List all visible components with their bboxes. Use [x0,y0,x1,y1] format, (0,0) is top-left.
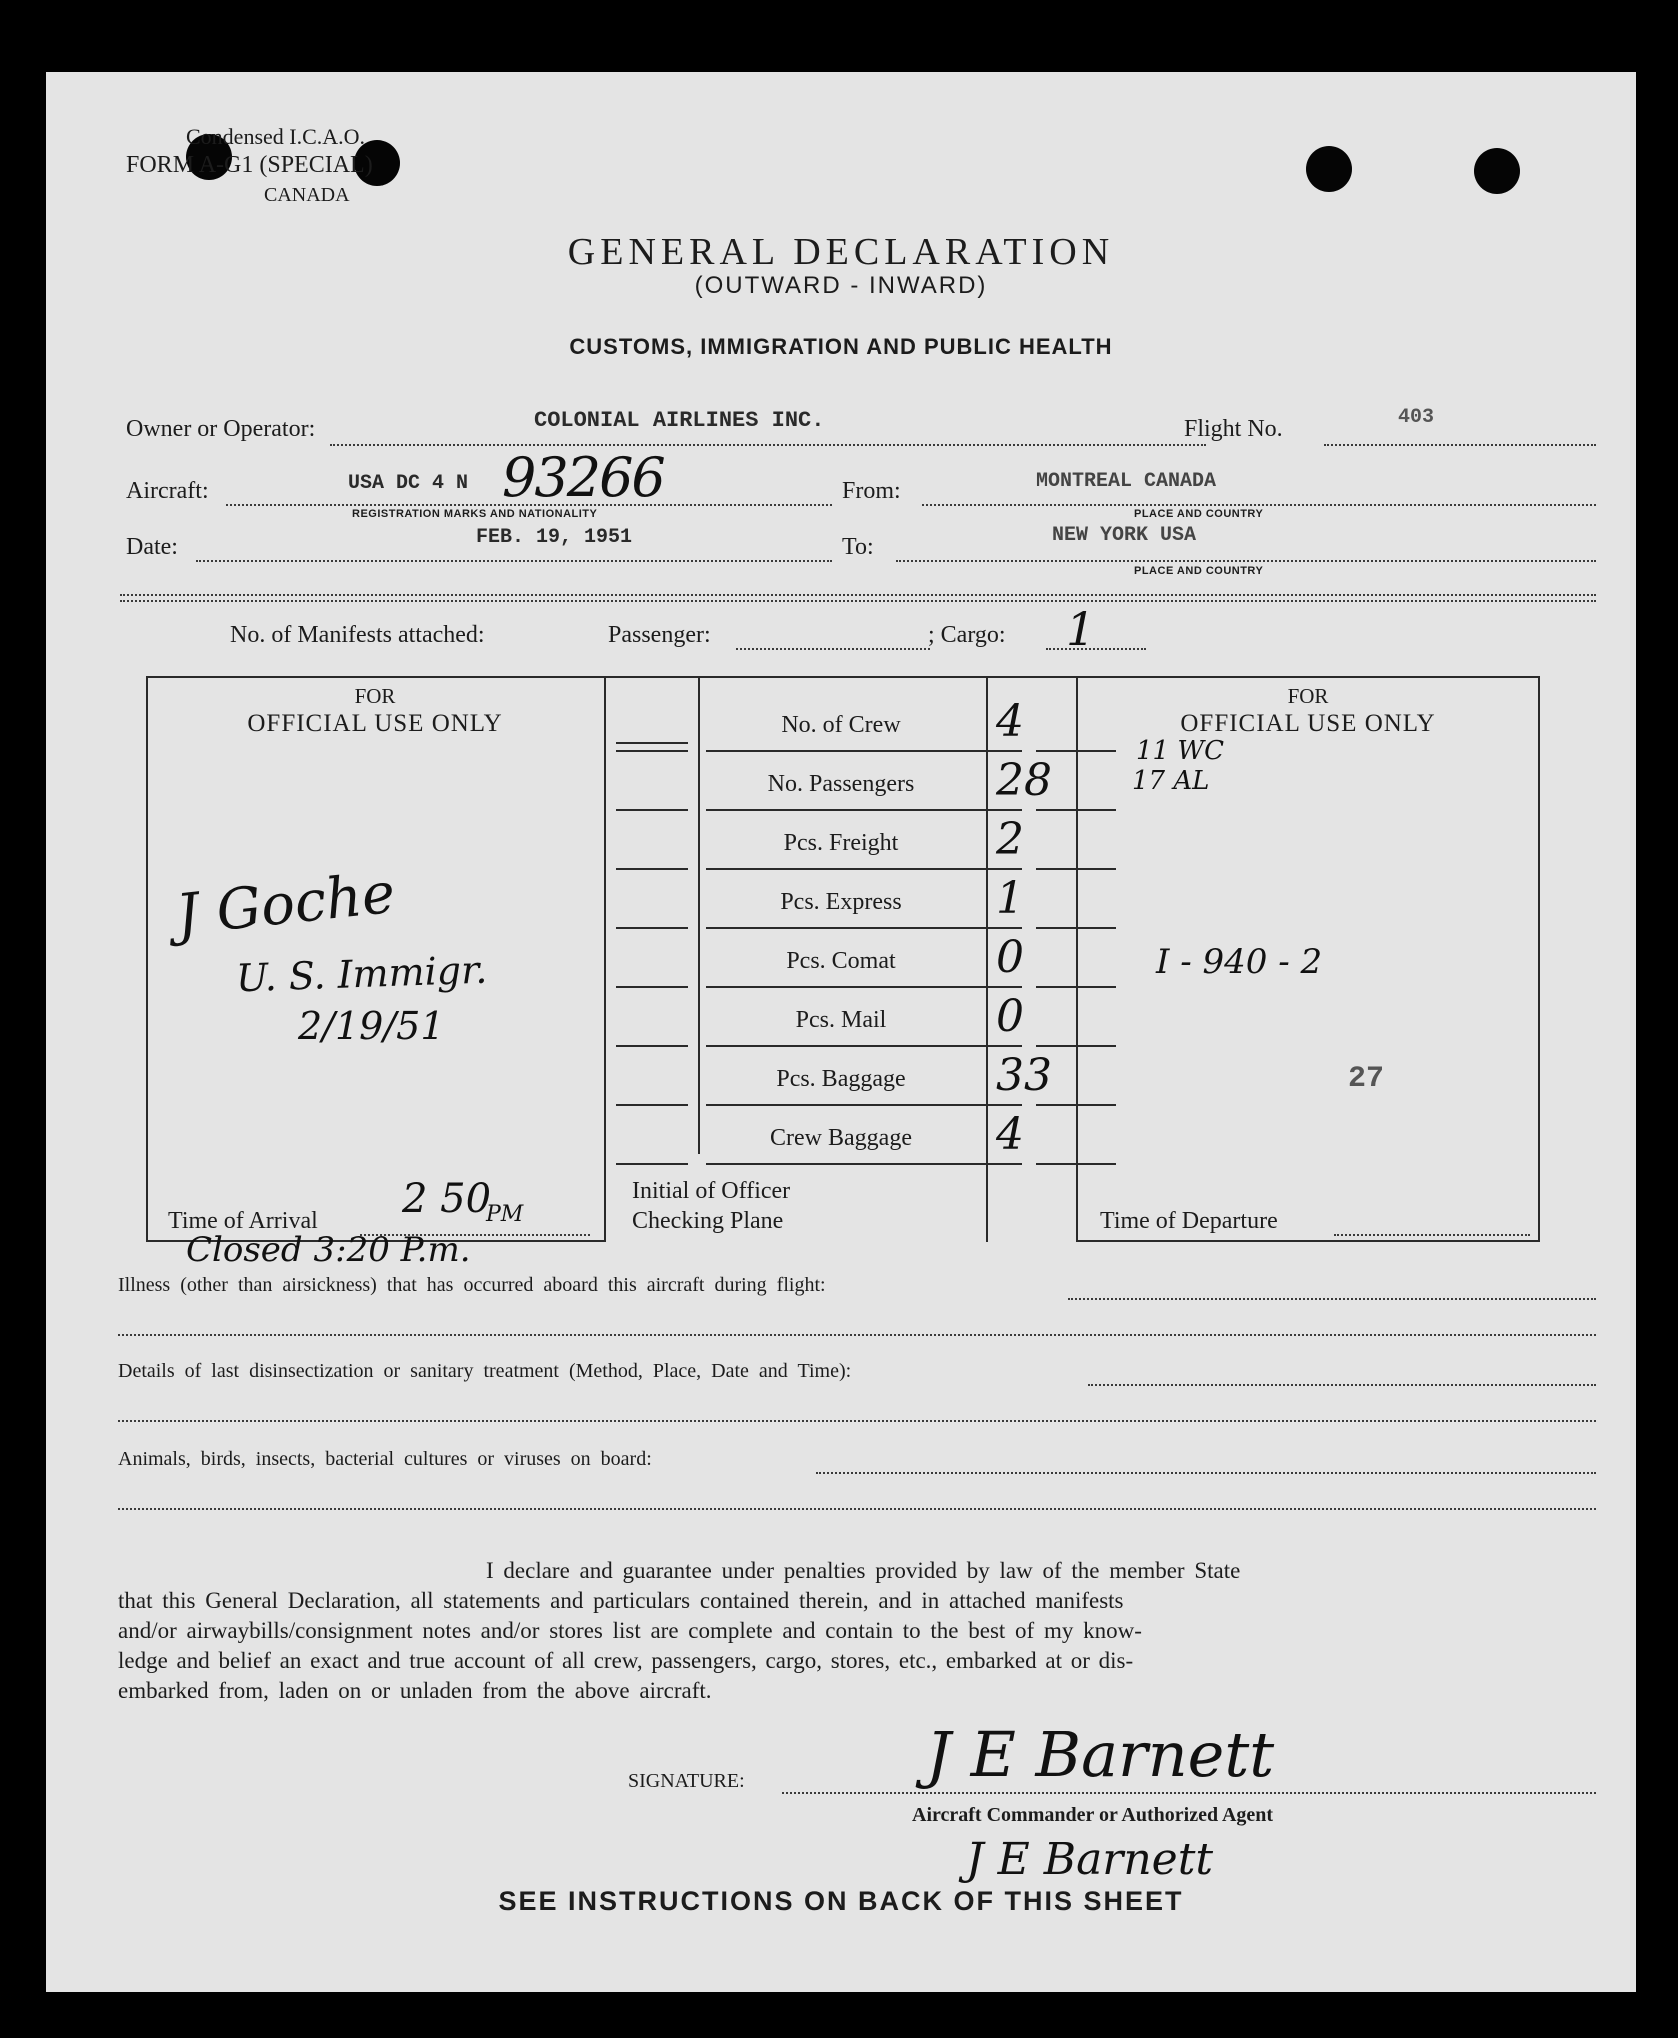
flight-label: Flight No. [1184,416,1283,442]
row-label: No. Passengers [767,771,915,797]
signature-handwritten: J E Barnett [926,1718,1275,1791]
row-value-line [1036,927,1116,929]
page-title: GENERAL DECLARATION [567,231,1115,273]
row-value-line [1036,809,1116,811]
declaration-line3: and/or airwaybills/consignment notes and/or stores list are complete and contain to the best of my know- [118,1618,1142,1643]
to-place-caption: PLACE AND COUNTRY [1134,565,1264,577]
closed-note: Closed 3:20 P.m. [186,1230,471,1270]
date-underline [196,560,832,562]
arrival-label: Time of Arrival [168,1208,318,1234]
flight-value: 403 [1398,406,1435,429]
row-value: 0 [996,932,1024,983]
row-value: 2 [996,814,1024,865]
form-id-line3: CANADA [264,184,350,206]
left-official-label: OFFICIAL USE ONLY [247,710,503,737]
cargo-value: 1 [1066,602,1096,656]
right-for-label: FOR [1287,684,1329,708]
form-id-line1: Condensed I.C.A.O. [186,124,366,149]
declaration-line4: ledge and belief an exact and true account of all crew, passengers, cargo, stores, etc., embarked at or dis- [118,1648,1134,1673]
row-entry-line [616,1045,688,1047]
owner-underline [330,444,1206,446]
row-divider [706,750,1022,752]
animals-underline [816,1472,1596,1474]
punch-hole-right-1 [1306,146,1352,192]
row-divider [706,927,1022,929]
initial-officer-line2: Checking Plane [632,1208,784,1234]
row-label: Crew Baggage [770,1125,912,1151]
row-divider [706,809,1022,811]
row-entry-line [616,809,688,811]
from-label: From: [842,478,901,504]
row-label: Pcs. Freight [783,830,899,856]
row-entry-line [616,868,688,870]
row-divider [706,1104,1022,1106]
row-value-line [1036,868,1116,870]
right-number: 27 [1348,1062,1385,1096]
row-entry-line [616,927,688,929]
row-label: Pcs. Comat [786,948,896,974]
illness-label: Illness (other than airsickness) that has occurred aboard this aircraft during flight: [118,1274,826,1296]
disinsect-underline [1088,1384,1596,1386]
separator-dotted-1 [120,594,1596,596]
pax-note-2: 17 AL [1132,766,1210,796]
passenger-label: Passenger: [608,622,711,648]
footer-instructions: SEE INSTRUCTIONS ON BACK OF THIS SHEET [498,1886,1184,1916]
row-entry-line [616,750,688,752]
row-value: 4 [996,696,1024,747]
disinsect-line-2 [118,1420,1596,1422]
row-entry-line [616,1163,688,1165]
row-divider [706,868,1022,870]
animals-label: Animals, birds, insects, bacterial cultures or viruses on board: [118,1448,652,1470]
row-divider [706,1163,1022,1165]
signature-handwritten-2: J E Barnett [966,1834,1214,1885]
departure-label: Time of Departure [1100,1208,1278,1234]
row-value: 0 [996,991,1024,1042]
date-value: FEB. 19, 1951 [476,526,633,549]
declaration-line5: embarked from, laden on or unladen from the above aircraft. [118,1678,712,1703]
row-value-line [1036,1163,1116,1165]
aircraft-label: Aircraft: [126,478,209,504]
left-signature-name: J Goche [173,860,399,949]
illness-line-2 [118,1334,1596,1336]
to-value: NEW YORK USA [1052,524,1197,547]
row-value-line [1036,1045,1116,1047]
arrival-pm: PM [486,1202,524,1227]
cargo-underline [1046,648,1146,650]
row-divider [706,1045,1022,1047]
page-title-sub: (OUTWARD - INWARD) [694,272,988,299]
aircraft-typed: USA DC 4 N [348,472,469,495]
right-note: I - 940 - 2 [1156,942,1323,982]
left-for-label: FOR [354,684,396,708]
departure-underline [1334,1234,1530,1236]
signature-underline [782,1792,1596,1794]
signature-label: SIGNATURE: [628,1770,745,1792]
separator-dotted-2 [120,600,1596,602]
row-value-line [1036,750,1116,752]
declaration-form [46,72,1636,1992]
right-official-label: OFFICIAL USE ONLY [1180,710,1436,737]
left-signature-date: 2/19/51 [298,1004,445,1048]
owner-label: Owner or Operator: [126,416,316,442]
from-place-caption: PLACE AND COUNTRY [1134,508,1264,520]
date-label: Date: [126,534,178,560]
manifests-label: No. of Manifests attached: [230,622,485,648]
entry-line [616,742,688,744]
form-id-line2: FORM A-G1 (SPECIAL) [126,152,373,178]
row-value: 28 [996,755,1052,806]
left-signature-org: U. S. Immigr. [235,947,488,1001]
row-value: 1 [996,873,1024,924]
row-label: Pcs. Express [780,889,902,915]
row-value: 33 [996,1050,1052,1101]
row-label: No. of Crew [781,712,901,738]
row-entry-line [616,986,688,988]
aircraft-handwritten: 93266 [502,446,664,509]
pax-note-1: 11 WC [1136,736,1224,766]
owner-value: COLONIAL AIRLINES INC. [534,408,825,433]
passenger-underline [736,648,930,650]
initial-officer-line1: Initial of Officer [632,1178,791,1204]
commander-caption: Aircraft Commander or Authorized Agent [912,1804,1274,1826]
arrival-handwritten: 2 50 [402,1176,492,1222]
page-subtitle: CUSTOMS, IMMIGRATION AND PUBLIC HEALTH [569,334,1113,359]
row-value: 4 [996,1109,1024,1160]
illness-underline [1068,1298,1596,1300]
from-underline [922,504,1596,506]
punch-hole-right-2 [1474,148,1520,194]
row-label: Pcs. Baggage [776,1066,906,1092]
row-entry-line [616,1104,688,1106]
declaration-line1: I declare and guarantee under penalties provided by law of the member State [486,1558,1241,1583]
to-underline [896,560,1596,562]
to-label: To: [842,534,874,560]
row-divider [706,986,1022,988]
row-value-line [1036,986,1116,988]
registration-caption: REGISTRATION MARKS AND NATIONALITY [352,508,598,520]
disinsect-label: Details of last disinsectization or sanitary treatment (Method, Place, Date and Time): [118,1360,852,1382]
animals-line-2 [118,1508,1596,1510]
flight-underline [1324,444,1596,446]
row-label: Pcs. Mail [795,1007,887,1033]
cargo-label: ; Cargo: [928,622,1006,648]
declaration-line2: that this General Declaration, all statements and particulars contained therein, and in attached manifests [118,1588,1124,1613]
from-value: MONTREAL CANADA [1036,470,1217,493]
row-value-line [1036,1104,1116,1106]
